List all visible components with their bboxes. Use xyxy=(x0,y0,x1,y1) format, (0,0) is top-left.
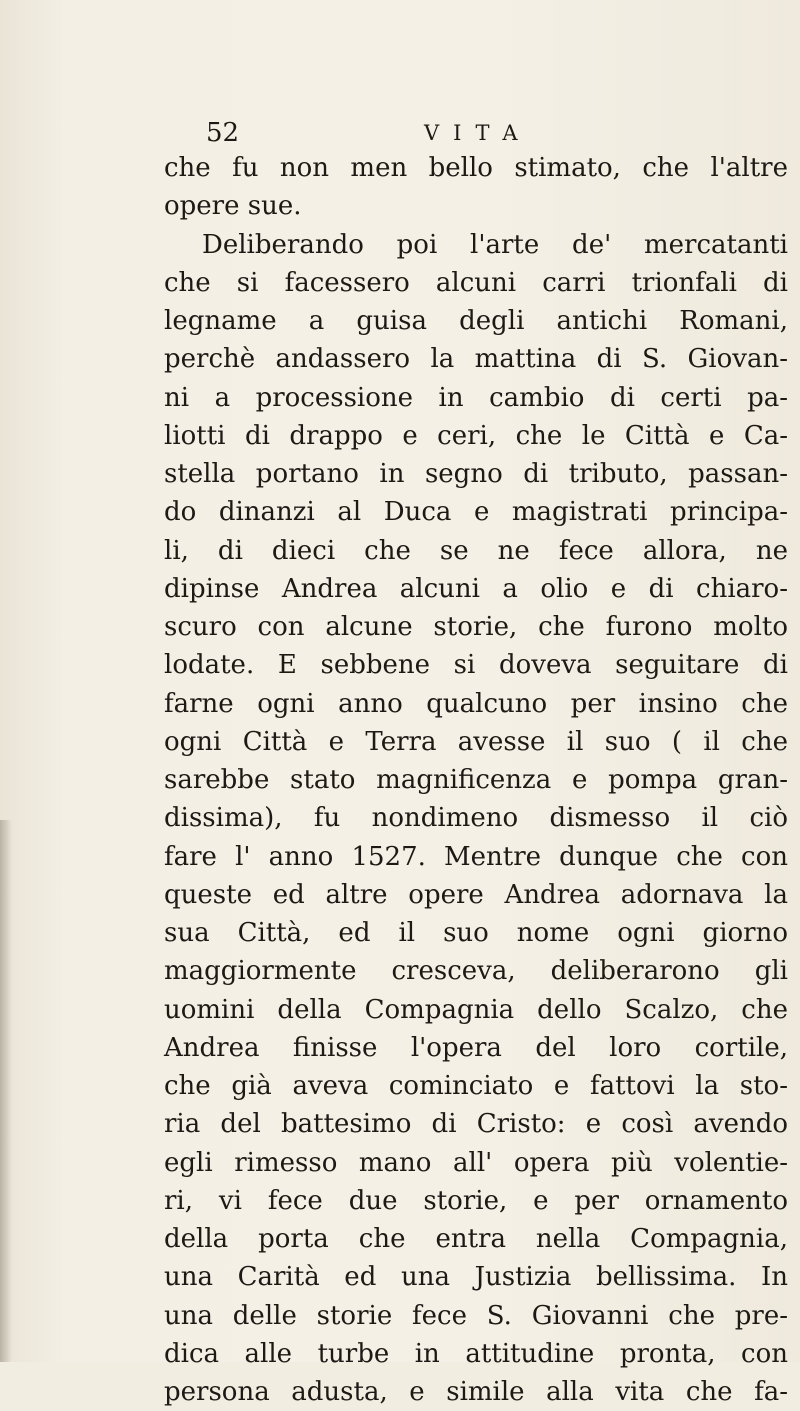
text-line: che già aveva cominciato e fattovi la sto- xyxy=(164,1071,788,1101)
text-line: uomini della Compagnia dello Scalzo, che xyxy=(164,994,788,1025)
text-line: scuro con alcune storie, che furono molto xyxy=(164,612,788,642)
text-line: una delle storie fece S. Giovanni che pre- xyxy=(164,1300,788,1331)
text-line: opere sue. xyxy=(164,191,302,222)
text-line: fare l' anno 1527. Mentre dunque che con xyxy=(164,841,788,872)
page-header xyxy=(206,116,606,150)
text-line: legname a guisa degli antichi Romani, xyxy=(164,306,788,336)
text-line: ogni Città e Terra avesse il suo ( il che xyxy=(164,726,788,757)
text-line: egli rimesso mano all' opera più volentie- xyxy=(164,1147,788,1178)
text-line: una Carità ed una Justizia bellissima. In xyxy=(164,1262,788,1293)
text-line: ni a processione in cambio di certi pa- xyxy=(164,382,788,413)
running-head: VITA xyxy=(424,121,532,145)
text-line: maggiormente cresceva, deliberarono gli xyxy=(164,956,788,987)
text-line: dipinse Andrea alcuni a olio e di chiaro- xyxy=(164,573,788,604)
text-line: dica alle turbe in attitudine pronta, con xyxy=(164,1338,788,1369)
text-line: ri, vi fece due storie, e per ornamento xyxy=(164,1185,788,1216)
text-line: sua Città, ed il suo nome ogni giorno xyxy=(164,918,788,948)
text-line: perchè andassero la mattina di S. Giovan- xyxy=(164,344,788,375)
text-line: queste ed altre opere Andrea adornava la xyxy=(164,879,788,910)
page-number: 52 xyxy=(206,118,240,148)
text-line: stella portano in segno di tributo, passan- xyxy=(164,459,788,489)
text-line: liotti di drappo e ceri, che le Città e Ca- xyxy=(164,420,788,451)
text-line: della porta che entra nella Compagnia, xyxy=(164,1224,788,1254)
text-line: persona adusta, e simile alla vita che fa- xyxy=(164,1377,788,1407)
text-line: Deliberando poi l'arte de' mercatanti xyxy=(202,229,788,260)
text-line: lodate. E sebbene si doveva seguitare di xyxy=(164,650,788,681)
text-line: sarebbe stato magnificenza e pompa gran- xyxy=(164,765,788,795)
text-line: li, di dieci che se ne fece allora, ne xyxy=(164,535,788,566)
text-line: che fu non men bello stimato, che l'altre xyxy=(164,153,788,183)
text-line: ria del battesimo di Cristo: e così avendo xyxy=(164,1109,788,1140)
text-line: farne ogni anno qualcuno per insino che xyxy=(164,688,788,719)
text-line: do dinanzi al Duca e magistrati principa- xyxy=(164,497,788,528)
body-text xyxy=(164,149,788,1411)
binding-shadow xyxy=(0,820,12,1362)
text-line: dissima), fu nondimeno dismesso il ciò xyxy=(164,803,788,834)
text-line: che si facessero alcuni carri trionfali di xyxy=(164,267,788,298)
text-line: Andrea finisse l'opera del loro cortile, xyxy=(164,1032,788,1063)
